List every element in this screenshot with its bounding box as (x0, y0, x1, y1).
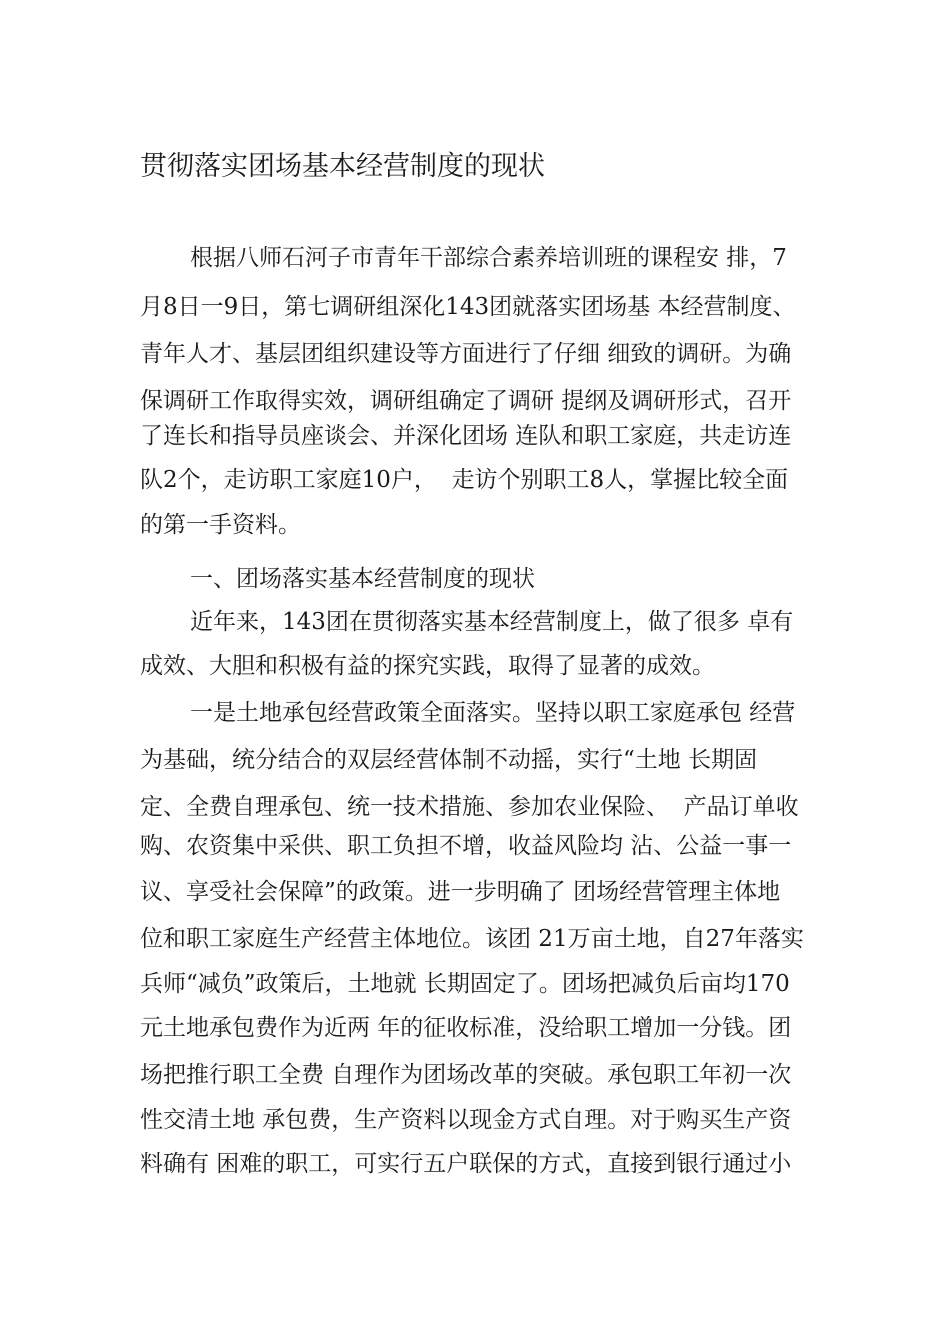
paragraph-line: 购、农资集中采供、职工负担不增，收益风险均 沾、公益一事一 (140, 833, 792, 859)
paragraph-line: 议、享受社会保障”的政策。进一步明确了 团场经营管理主体地 (140, 879, 781, 905)
paragraph-line: 位和职工家庭生产经营主体地位。该团 21万亩土地，自27年落实 (140, 926, 804, 952)
paragraph-line: 成效、大胆和积极有益的探究实践，取得了显著的成效。 (140, 653, 715, 679)
section-heading: 一、团场落实基本经营制度的现状 (190, 566, 535, 592)
paragraph-line: 队2个，走访职工家庭10户， 走访个别职工8人，掌握比较全面 (140, 467, 789, 493)
document-title: 贯彻落实团场基本经营制度的现状 (140, 151, 545, 182)
paragraph-line: 元土地承包费作为近两 年的征收标准，没给职工增加一分钱。团 (140, 1015, 792, 1041)
paragraph-line: 根据八师石河子市青年干部综合素养培训班的课程安 排，7 (190, 245, 787, 271)
paragraph-line: 一是土地承包经营政策全面落实。坚持以职工家庭承包 经营 (190, 700, 796, 726)
paragraph-line: 近年来，143团在贯彻落实基本经营制度上，做了很多 卓有 (190, 609, 794, 635)
paragraph-line: 兵师“减负”政策后，土地就 长期固定了。团场把减负后亩均170 (140, 971, 790, 997)
paragraph-line: 定、全费自理承包、统一技术措施、参加农业保险、 产品订单收 (140, 794, 799, 820)
paragraph-line: 了连长和指导员座谈会、并深化团场 连队和职工家庭，共走访连 (140, 423, 792, 449)
paragraph-line: 的第一手资料。 (140, 512, 301, 538)
paragraph-line: 场把推行职工全费 自理作为团场改革的突破。承包职工年初一次 (140, 1062, 792, 1088)
paragraph-line: 为基础，统分结合的双层经营体制不动摇，实行“土地 长期固 (140, 747, 758, 773)
paragraph-line: 月8日一9日，第七调研组深化143团就落实团场基 本经营制度、 (140, 294, 796, 320)
paragraph-line: 青年人才、基层团组织建设等方面进行了仔细 细致的调研。为确 (140, 341, 792, 367)
paragraph-line: 料确有 困难的职工，可实行五户联保的方式，直接到银行通过小 (140, 1151, 792, 1177)
paragraph-line: 性交清土地 承包费，生产资料以现金方式自理。对于购买生产资 (140, 1107, 792, 1133)
paragraph-line: 保调研工作取得实效，调研组确定了调研 提纲及调研形式，召开 (140, 388, 792, 414)
